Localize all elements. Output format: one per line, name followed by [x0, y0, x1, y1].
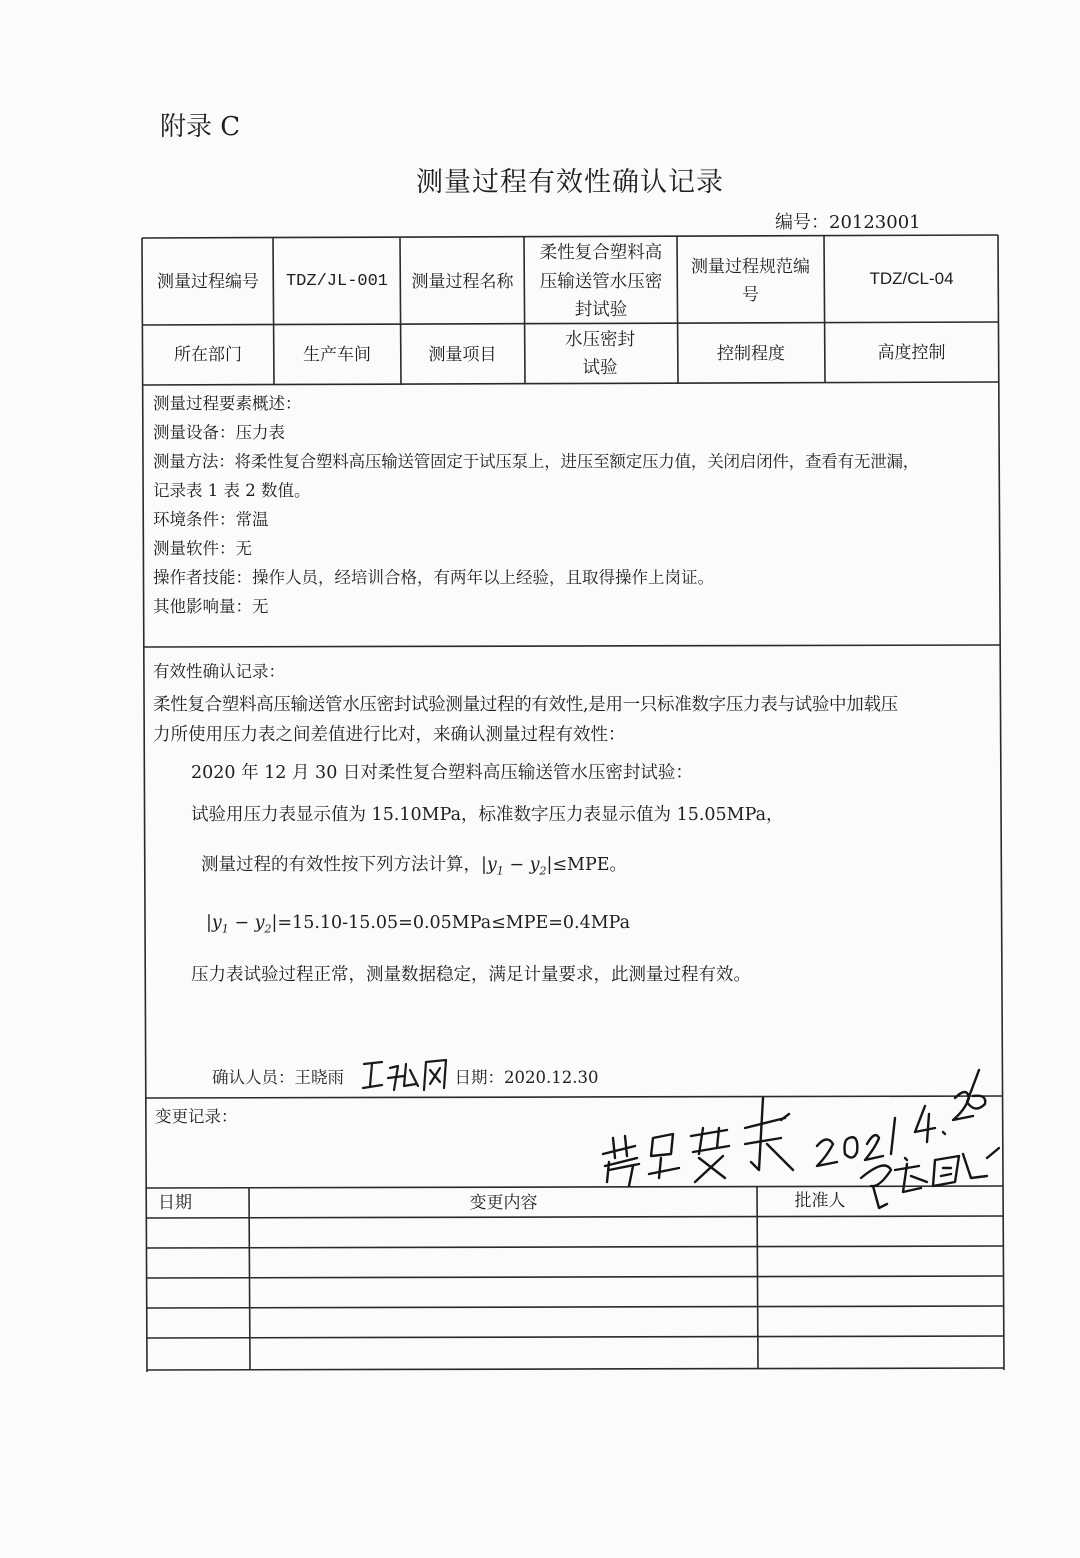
- formula-abs-icon: $|y_1 - y_2|$: [481, 855, 553, 878]
- validation-heading: 有效性确认记录：: [153, 662, 285, 681]
- document-title: 测量过程有效性确认记录: [416, 167, 724, 198]
- dept-label: 所在部门: [174, 344, 242, 365]
- col-change-content: 变更内容: [469, 1193, 538, 1214]
- calc-abs-icon: $|y_1 - y_2|$: [206, 913, 278, 936]
- record-number-value: 20123001: [829, 212, 921, 233]
- elements-section: [153, 389, 993, 621]
- validation-intro-1: 柔性复合塑料高压输送管水压密封试验测量过程的有效性,是用一只标准数字压力表与试验中加载压: [153, 695, 898, 715]
- elements-line: 其他影响量：无: [153, 597, 269, 616]
- reading-line: 试验用压力表显示值为 15.10MPa，标准数字压力表显示值为 15.05MPa，: [191, 805, 784, 825]
- confirmer-label: 确认人员：: [212, 1068, 295, 1087]
- elements-line: 测量软件：无: [153, 539, 252, 558]
- control-label: 控制程度: [717, 343, 785, 364]
- confirm-date: 2020.12.30: [504, 1068, 599, 1087]
- approval-handwriting: [595, 1058, 1015, 1228]
- formula-condition: ≤MPE。: [552, 855, 628, 875]
- process-no-value: TDZ/JL-001: [285, 271, 389, 291]
- dept-value: 生产车间: [303, 344, 371, 365]
- method-line: [201, 850, 627, 887]
- calc-line: [206, 908, 630, 945]
- spec-no-label: 测量过程规范编号: [691, 256, 810, 305]
- confirmer-signature: [360, 1056, 455, 1096]
- col-approver: 批准人: [794, 1191, 846, 1212]
- spec-no-value: TDZ/CL-04: [869, 268, 954, 288]
- control-value: 高度控制: [877, 342, 946, 363]
- col-date: 日期: [158, 1193, 192, 1214]
- elements-line: 测量设备：压力表: [153, 423, 285, 442]
- item-label: 测量项目: [428, 344, 497, 365]
- appendix-label: 附录 C: [160, 112, 241, 142]
- item-value: 水压密封试验: [565, 330, 635, 378]
- test-date-line: 2020 年 12 月 30 日对柔性复合塑料高压输送管水压密封试验：: [191, 763, 693, 783]
- process-name-value: 柔性复合塑料高压输送管水压密封试验: [539, 242, 663, 321]
- calc-value: =15.10-15.05=0.05MPa≤MPE=0.4MPa: [277, 913, 631, 933]
- validation-intro-2: 力所使用压力表之间差值进行比对，来确认测量过程有效性：: [153, 725, 626, 745]
- method-text: 测量过程的有效性按下列方法计算，: [201, 855, 481, 875]
- elements-heading: 测量过程要素概述：: [153, 394, 302, 413]
- confirmer-name: 王晓雨: [294, 1068, 344, 1087]
- confirm-date-label: 日期：: [454, 1068, 504, 1087]
- elements-line: 测量方法：将柔性复合塑料高压输送管固定于试压泵上，进压至额定压力值，关闭启闭件，查看有无泄漏，: [153, 452, 920, 471]
- process-no-label: 测量过程编号: [157, 271, 259, 292]
- changes-heading: 变更记录：: [155, 1107, 238, 1126]
- conclusion: 压力表试验过程正常，测量数据稳定，满足计量要求，此测量过程有效。: [191, 965, 751, 985]
- elements-line: 操作者技能：操作人员，经培训合格，有两年以上经验，且取得操作上岗证。: [153, 568, 714, 587]
- process-name-label: 测量过程名称: [411, 271, 514, 292]
- record-number-label: 编号：: [775, 212, 829, 233]
- elements-line: 环境条件：常温: [153, 510, 269, 529]
- elements-line: 记录表 1 表 2 数值。: [153, 481, 311, 500]
